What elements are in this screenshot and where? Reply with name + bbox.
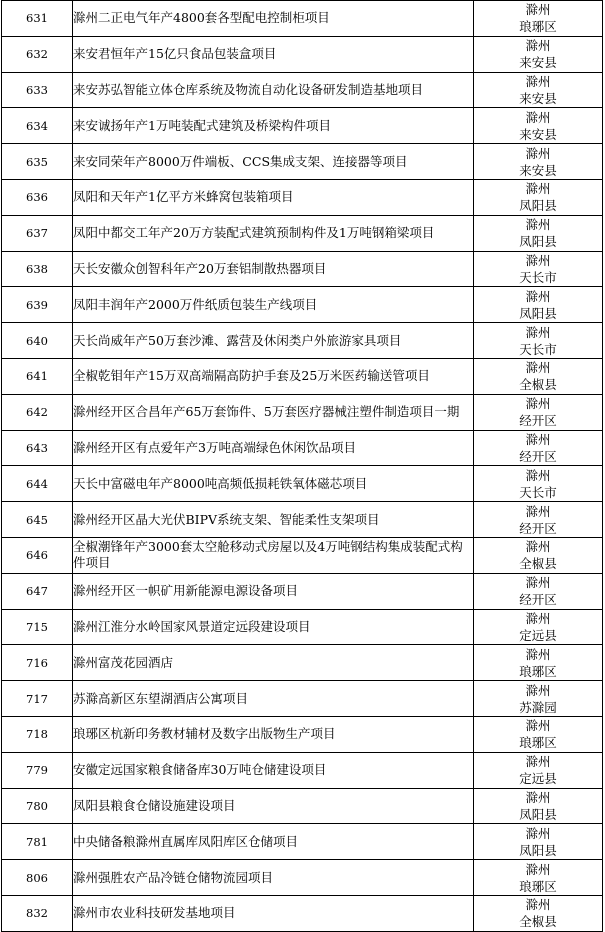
- location-district: 凤阳县: [519, 234, 557, 250]
- row-number: 643: [2, 430, 73, 466]
- location-district: 琅琊区: [519, 663, 557, 679]
- location-district: 凤阳县: [519, 305, 557, 321]
- table-row: [2, 860, 603, 896]
- table-body: [2, 1, 603, 932]
- location-district: 来安县: [519, 55, 557, 71]
- location-city: 滁州: [525, 682, 551, 698]
- location-city: 滁州: [525, 610, 551, 626]
- row-number: 642: [2, 394, 73, 430]
- project-name: 琅琊区杭新印务教材辅材及数字出版物生产项目: [73, 716, 474, 752]
- project-location: [474, 860, 603, 896]
- location-city: 滁州: [525, 861, 551, 877]
- table-row: [2, 36, 603, 72]
- project-location: [474, 681, 603, 717]
- project-location: [474, 1, 603, 37]
- location-city: 滁州: [525, 38, 551, 54]
- row-number: 639: [2, 287, 73, 323]
- row-number: 641: [2, 358, 73, 394]
- project-name: 天长中富磁电年产8000吨高频低损耗铁氧体磁芯项目: [73, 466, 474, 502]
- table-row: [2, 72, 603, 108]
- row-number: 832: [2, 895, 73, 931]
- project-location: [474, 251, 603, 287]
- project-name: 凤阳县粮食仓储设施建设项目: [73, 788, 474, 824]
- location-city: 滁州: [525, 396, 551, 412]
- location-city: 滁州: [525, 145, 551, 161]
- row-number: 716: [2, 645, 73, 681]
- location-city: 滁州: [525, 252, 551, 268]
- location-district: 天长市: [519, 484, 557, 500]
- location-city: 滁州: [525, 718, 551, 734]
- location-city: 滁州: [525, 503, 551, 519]
- location-district: 凤阳县: [519, 842, 557, 858]
- row-number: 781: [2, 824, 73, 860]
- location-city: 滁州: [525, 109, 551, 125]
- project-name: 滁州经开区有点爱年产3万吨高端绿色休闲饮品项目: [73, 430, 474, 466]
- project-name: 滁州富茂花园酒店: [73, 645, 474, 681]
- table-row: [2, 788, 603, 824]
- project-location: [474, 573, 603, 609]
- table-row: [2, 144, 603, 180]
- location-district: 苏滁园: [519, 699, 557, 715]
- location-district: 琅琊区: [519, 19, 557, 35]
- project-name: 安徽定远国家粮食储备库30万吨仓储建设项目: [73, 752, 474, 788]
- row-number: 640: [2, 323, 73, 359]
- table-row: [2, 358, 603, 394]
- location-district: 凤阳县: [519, 198, 557, 214]
- table-row: [2, 108, 603, 144]
- location-district: 全椒县: [519, 377, 557, 393]
- location-district: 全椒县: [519, 914, 557, 930]
- table-row: [2, 716, 603, 752]
- location-district: 来安县: [519, 162, 557, 178]
- project-name: 滁州江淮分水岭国家风景道定远段建设项目: [73, 609, 474, 645]
- table-row: [2, 1, 603, 37]
- project-location: [474, 394, 603, 430]
- project-name: 滁州经开区晶大光伏BIPV系统支架、智能柔性支架项目: [73, 502, 474, 538]
- table-row: [2, 215, 603, 251]
- row-number: 646: [2, 537, 73, 573]
- project-table: [1, 0, 603, 932]
- table-row: [2, 179, 603, 215]
- project-location: [474, 72, 603, 108]
- table-row: [2, 251, 603, 287]
- project-location: [474, 752, 603, 788]
- project-location: [474, 287, 603, 323]
- project-location: [474, 179, 603, 215]
- project-name: 来安同荣年产8000万件端板、CCS集成支架、连接器等项目: [73, 144, 474, 180]
- project-location: [474, 502, 603, 538]
- location-district: 经开区: [519, 592, 557, 608]
- location-city: 滁州: [525, 467, 551, 483]
- location-city: 滁州: [525, 789, 551, 805]
- location-city: 滁州: [525, 754, 551, 770]
- location-district: 凤阳县: [519, 806, 557, 822]
- table-row: [2, 394, 603, 430]
- location-city: 滁州: [525, 288, 551, 304]
- project-name: 天长安徽众创智科年产20万套铝制散热器项目: [73, 251, 474, 287]
- project-location: [474, 645, 603, 681]
- location-city: 滁州: [525, 825, 551, 841]
- row-number: 637: [2, 215, 73, 251]
- project-name: 凤阳和天年产1亿平方米蜂窝包装箱项目: [73, 179, 474, 215]
- location-city: 滁州: [525, 360, 551, 376]
- project-location: [474, 108, 603, 144]
- row-number: 636: [2, 179, 73, 215]
- project-name: 凤阳丰润年产2000万件纸质包装生产线项目: [73, 287, 474, 323]
- row-number: 632: [2, 36, 73, 72]
- project-location: [474, 144, 603, 180]
- location-district: 经开区: [519, 413, 557, 429]
- project-location: [474, 466, 603, 502]
- location-district: 琅琊区: [519, 735, 557, 751]
- row-number: 806: [2, 860, 73, 896]
- location-district: 来安县: [519, 90, 557, 106]
- location-city: 滁州: [525, 73, 551, 89]
- table-row: [2, 430, 603, 466]
- table-row: [2, 537, 603, 573]
- location-city: 滁州: [525, 324, 551, 340]
- project-name: 中央储备粮滁州直属库凤阳库区仓储项目: [73, 824, 474, 860]
- project-location: [474, 895, 603, 931]
- location-district: 全椒县: [519, 556, 557, 572]
- row-number: 631: [2, 1, 73, 37]
- location-city: 滁州: [525, 2, 551, 18]
- location-city: 滁州: [525, 539, 551, 555]
- project-name: 滁州市农业科技研发基地项目: [73, 895, 474, 931]
- row-number: 780: [2, 788, 73, 824]
- project-name: 全椒乾钼年产15万双高端隔高防护手套及25万米医药输送管项目: [73, 358, 474, 394]
- location-district: 琅琊区: [519, 878, 557, 894]
- location-district: 经开区: [519, 448, 557, 464]
- table-row: [2, 824, 603, 860]
- row-number: 647: [2, 573, 73, 609]
- project-name: 滁州经开区合昌年产65万套饰件、5万套医疗器械注塑件制造项目一期: [73, 394, 474, 430]
- location-district: 经开区: [519, 520, 557, 536]
- table-row: [2, 681, 603, 717]
- row-number: 717: [2, 681, 73, 717]
- row-number: 715: [2, 609, 73, 645]
- row-number: 718: [2, 716, 73, 752]
- project-name: 滁州强胜农产品冷链仓储物流园项目: [73, 860, 474, 896]
- table-row: [2, 466, 603, 502]
- table-row: [2, 645, 603, 681]
- project-name: 来安君恒年产15亿只食品包装盒项目: [73, 36, 474, 72]
- location-district: 来安县: [519, 126, 557, 142]
- row-number: 645: [2, 502, 73, 538]
- project-location: [474, 537, 603, 573]
- table-row: [2, 609, 603, 645]
- location-city: 滁州: [525, 431, 551, 447]
- table-row: [2, 287, 603, 323]
- row-number: 633: [2, 72, 73, 108]
- project-name: 全椒潮锋年产3000套太空舱移动式房屋以及4万吨钢结构集成装配式构件项目: [73, 537, 474, 573]
- row-number: 779: [2, 752, 73, 788]
- location-city: 滁州: [525, 646, 551, 662]
- project-name: 凤阳中都交工年产20万方装配式建筑预制构件及1万吨钢箱梁项目: [73, 215, 474, 251]
- location-city: 滁州: [525, 575, 551, 591]
- table-row: [2, 573, 603, 609]
- project-location: [474, 609, 603, 645]
- location-district: 定远县: [519, 771, 557, 787]
- project-location: [474, 358, 603, 394]
- location-city: 滁州: [525, 217, 551, 233]
- project-name: 来安苏弘智能立体仓库系统及物流自动化设备研发制造基地项目: [73, 72, 474, 108]
- table-row: [2, 752, 603, 788]
- project-location: [474, 716, 603, 752]
- project-name: 滁州经开区一帜矿用新能源电源设备项目: [73, 573, 474, 609]
- project-location: [474, 788, 603, 824]
- row-number: 644: [2, 466, 73, 502]
- table-row: [2, 323, 603, 359]
- project-location: [474, 824, 603, 860]
- project-location: [474, 36, 603, 72]
- location-city: 滁州: [525, 897, 551, 913]
- table-row: [2, 895, 603, 931]
- table-row: [2, 502, 603, 538]
- location-district: 定远县: [519, 627, 557, 643]
- row-number: 635: [2, 144, 73, 180]
- project-name: 苏滁高新区东望湖酒店公寓项目: [73, 681, 474, 717]
- project-location: [474, 430, 603, 466]
- project-name: 来安诚扬年产1万吨装配式建筑及桥梁构件项目: [73, 108, 474, 144]
- location-district: 天长市: [519, 269, 557, 285]
- project-location: [474, 215, 603, 251]
- row-number: 638: [2, 251, 73, 287]
- location-district: 天长市: [519, 341, 557, 357]
- project-location: [474, 323, 603, 359]
- location-city: 滁州: [525, 181, 551, 197]
- project-name: 滁州二正电气年产4800套各型配电控制柜项目: [73, 1, 474, 37]
- row-number: 634: [2, 108, 73, 144]
- project-name: 天长尚威年产50万套沙滩、露营及休闲类户外旅游家具项目: [73, 323, 474, 359]
